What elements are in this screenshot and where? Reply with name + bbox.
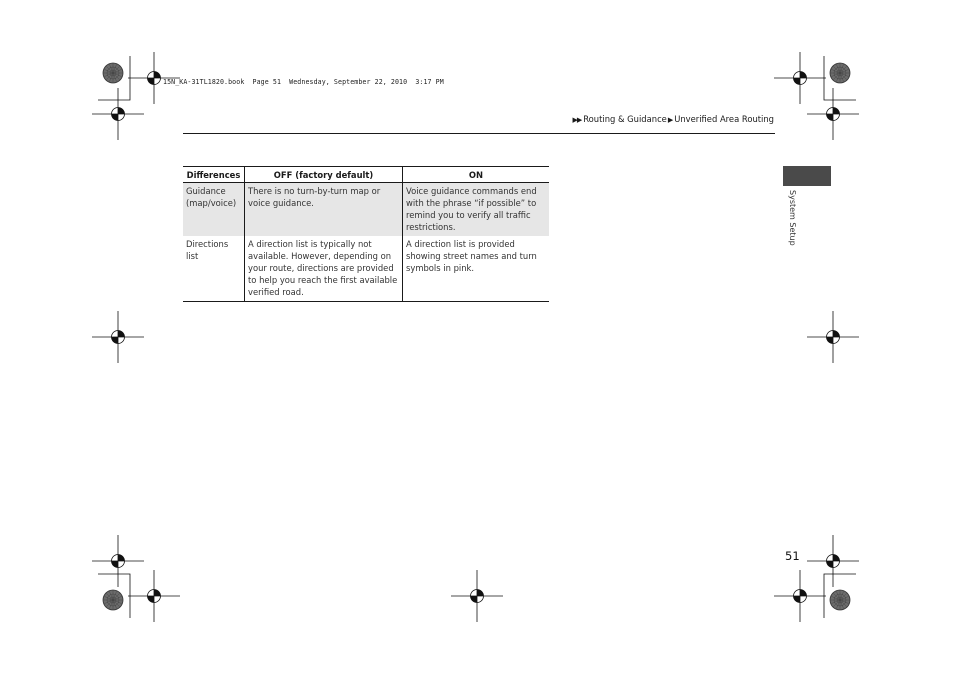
page-number: 51 — [785, 549, 800, 563]
chapter-tab — [783, 166, 831, 186]
column-header-off: OFF (factory default) — [245, 167, 403, 183]
off-cell: A direction list is typically not available. However, depending on your route, directions are provided to help you reach the first available verified road. — [245, 236, 403, 302]
breadcrumb-marker-icon: ▶▶ — [572, 116, 582, 124]
differences-table — [183, 166, 549, 302]
table-header-row — [183, 167, 549, 183]
print-header-slug: 15N_KA-31TL1820.book Page 51 Wednesday, September 22, 2010 3:17 PM — [163, 78, 444, 86]
table-row — [183, 236, 549, 302]
row-label: Guidance (map/voice) — [183, 183, 245, 237]
chapter-tab-label: System Setup — [788, 190, 797, 246]
on-cell: Voice guidance commands end with the phrase “if possible” to remind you to verify all traffic restrictions. — [403, 183, 550, 237]
breadcrumb-separator-icon: ▶ — [667, 116, 674, 124]
breadcrumb-section: Routing & Guidance — [583, 114, 667, 124]
breadcrumb — [572, 114, 774, 124]
off-cell: There is no turn-by-turn map or voice guidance. — [245, 183, 403, 237]
header-rule — [183, 133, 775, 134]
table-row — [183, 183, 549, 237]
column-header-differences: Differences — [183, 167, 245, 183]
column-header-on: ON — [403, 167, 550, 183]
breadcrumb-topic: Unverified Area Routing — [674, 114, 774, 124]
row-label: Directions list — [183, 236, 245, 302]
on-cell: A direction list is provided showing street names and turn symbols in pink. — [403, 236, 550, 302]
